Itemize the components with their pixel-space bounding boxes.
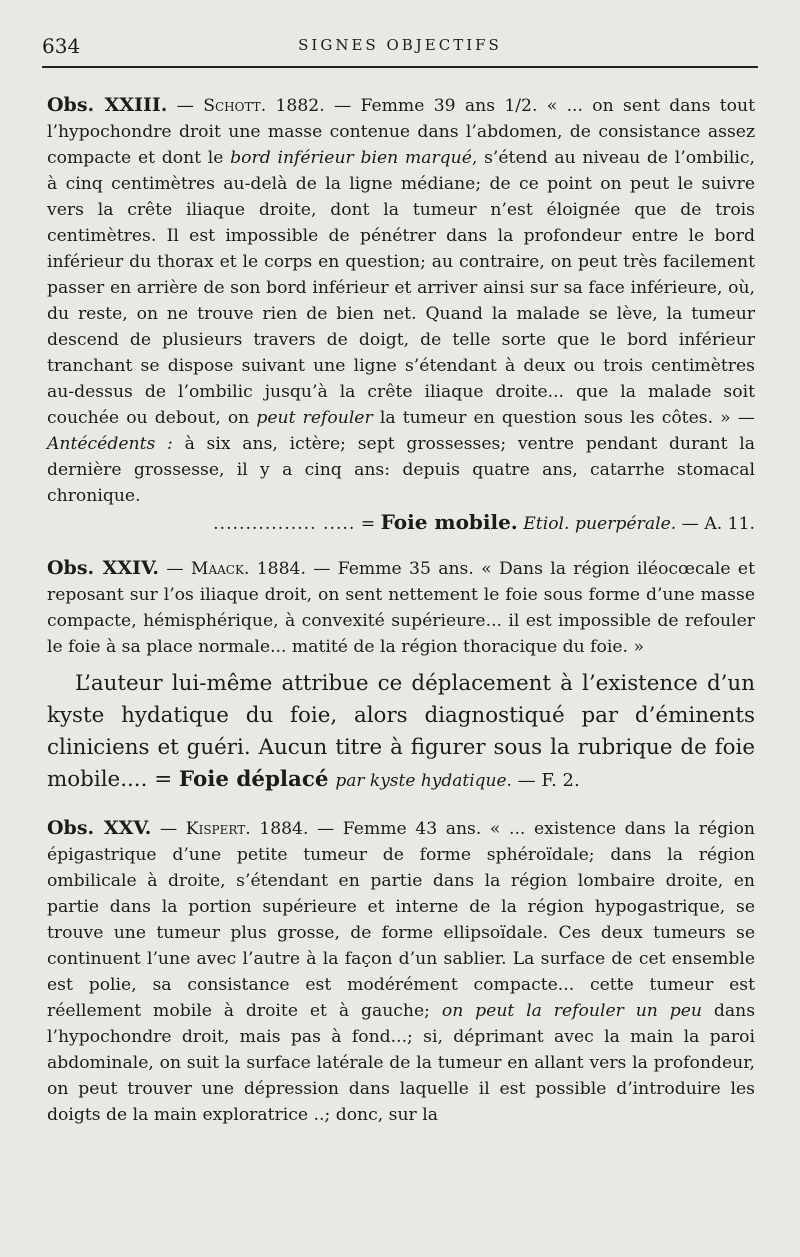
header-rule [42,66,758,68]
author-name: Kispert [185,819,246,839]
observation-24-text [47,555,755,660]
body-text: à six ans, ictère; sept grossesses; ventre pendant durant la dernière grossesse, il y a cinq ans: depuis quatre ans, catarrhe stomacal chronique. [47,434,755,506]
equals: = [355,514,381,534]
diagnosis: Foie déplacé [178,767,329,792]
italic-text: peut refouler [256,408,373,428]
observation-23-text [47,92,755,509]
dash: — [167,96,204,116]
running-title: SIGNES OBJECTIFS [298,36,502,54]
italic-text: on peut la refouler un peu [441,1001,702,1021]
leader-dots: ................ ..... [213,514,356,534]
italic-text: Antécédents : [47,434,173,454]
dash: — [151,819,186,839]
reference: — A. 11. [676,514,755,534]
italic-text: bord inférieur bien marqué [230,148,472,168]
dash: — [159,559,191,579]
body-text: L’auteur lui-même attribue ce déplacement à l’existence d’un kyste hydatique du foie, alors diagnostiqué par d’éminents cliniciens et guéri. Aucun titre à figurer sous la rubrique de foie mobile.... = [47,671,755,792]
observation-25 [47,815,755,1128]
etiology: par kyste hydatique. [335,771,512,791]
page-body [47,92,755,1128]
body-text: , s’étend au niveau de l’ombilic, à cinq centimètres au-delà de la ligne médiane; de ce point on peut le suivre vers la crête iliaque droite, dont la tumeur n’est éloignée que de trois centimètres. Il est impossible de pénétrer dans la profondeur entre le bord inférieur du thorax et le corps en question; au contraire, on peut très facilement passer en arrière de son bord inférieur et arriver ainsi sur sa face inférieure, où, du reste, on ne trouve rien de bien net. Quand la malade se lève, la tumeur descend de plusieurs travers de doigt, de telle sorte que le bord inférieur tranchant se dispose suivant une ligne s’étendant à deux ou trois centimètres au-dessus de l’ombilic jusqu’à la crête iliaque droite... que la malade soit couchée ou debout, on [47,148,755,428]
observation-number: Obs. XXIII. [47,94,168,116]
author-comment [47,668,755,797]
body-text: la tumeur en question sous les côtes. » — [372,408,755,428]
etiology: Etiol. puerpérale. [523,514,677,534]
observation-23 [47,92,755,537]
observation-24 [47,555,755,797]
body-text: dans l’hypochondre droit, mais pas à fond...; si, déprimant avec la main la paroi abdominale, on suit la surface latérale de la tumeur en allant vers la profondeur, on peut trouver une dépression dans laquelle il est possible d’introduire les doigts de la main exploratrice ..; donc, sur la [47,1001,756,1125]
reference: — F. 2. [511,770,580,791]
conclusion-line [47,509,755,537]
body-text: . 1884. — Femme 35 ans. « Dans la région iléocœcale et reposant sur l’os iliaque droit, on sent nettement le foie sous forme d’une masse compacte, hémisphérique, à convexité supérieure... il est impossible de refouler le foie à sa place normale... matité de la région thoracique du foie. » [47,559,755,657]
author-name: Schott [203,96,261,116]
diagnosis: Foie mobile. [380,510,518,534]
author-name: Maack [190,559,244,579]
observation-number: Obs. XXIV. [47,557,160,579]
body-text: . 1884. — Femme 43 ans. « ... existence dans la région épigastrique d’une petite tumeur de forme sphéroïdale; dans la région ombilicale à droite, s’étendant en partie dans la région lombaire droite, en partie dans la portion supérieure et interne de la région hypogastrique, se trouve une tumeur plus grosse, de forme ellipsoïdale. Ces deux tumeurs se continuent l’une avec l’autre à la façon d’un sablier. La surface de cet ensemble est polie, sa consistance est modérément compacte... cette tumeur est réellement mobile à droite et à gauche; [47,819,756,1021]
page-number: 634 [42,34,81,58]
body-text: . 1882. — Femme 39 ans 1/2. « ... on sent dans tout l’hypochondre droit une masse contenue dans l’abdomen, de consistance assez compacte et dont le [47,96,755,168]
observation-number: Obs. XXV. [47,817,152,839]
observation-25-text [47,815,755,1128]
page-header [42,30,758,66]
